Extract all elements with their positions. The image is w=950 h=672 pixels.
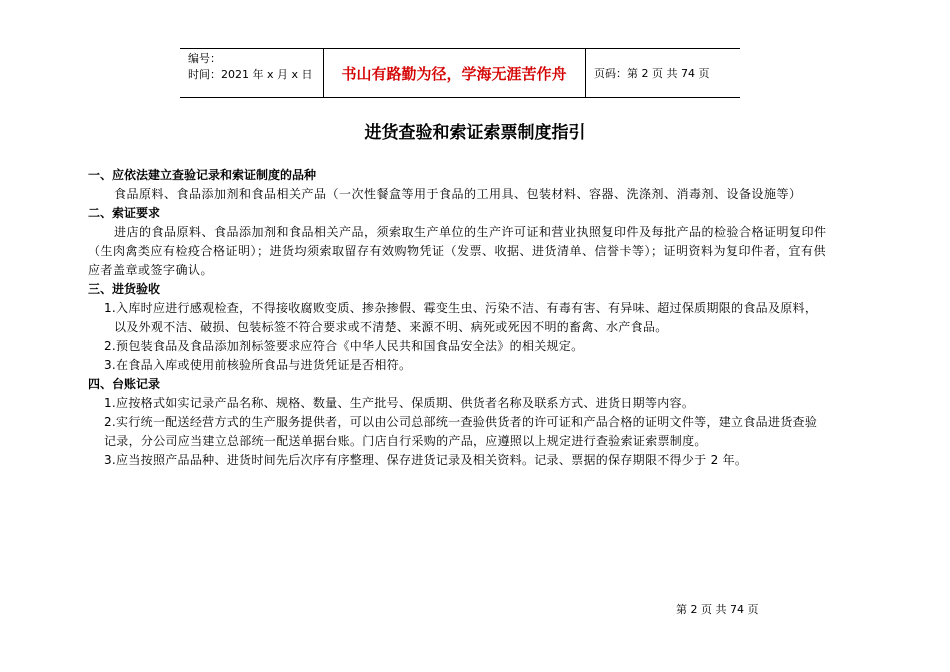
page-header xyxy=(180,48,740,98)
document-body xyxy=(88,166,828,470)
list-item: 2.预包装食品及食品添加剂标签要求应符合《中华人民共和国食品安全法》的相关规定。 xyxy=(104,339,584,353)
section-heading-2: 二、索证要求 xyxy=(88,206,161,220)
page-footer: 第 2 页 共 74 页 xyxy=(676,603,759,616)
section-heading-3: 三、进货验收 xyxy=(88,282,161,296)
section-heading-1: 一、应依法建立查验记录和索证制度的品种 xyxy=(88,168,317,182)
list-item: 3.应当按照产品品种、进货时间先后次序有序整理、保存进货记录及相关资料。记录、票据的保存期限不得少于 2 年。 xyxy=(104,453,748,467)
section-paragraph-1: 食品原料、食品添加剂和食品相关产品（一次性餐盒等用于食品的工用具、包装材料、容器、洗涤剂、消毒剂、设备设施等） xyxy=(114,187,802,201)
list-item: 3.在食品入库或使用前核验所食品与进货凭证是否相符。 xyxy=(104,358,412,372)
section-paragraph-2: 进店的食品原料、食品添加剂和食品相关产品，须索取生产单位的生产许可证和营业执照复印件及每批产品的检验合格证明复印件（生肉禽类应有检疫合格证明）；进货均须索取留存有效购物凭证（发票、收据、进货清单、信誉卡等）；证明资料为复印件者，宜有供应者盖章或签字确认。 xyxy=(88,225,827,277)
header-meta xyxy=(188,51,313,83)
header-page-info: 页码：第 2 页 共 74 页 xyxy=(594,67,710,80)
document-date: 时间：2021 年 x 月 x 日 xyxy=(188,68,313,81)
list-item: 1.入库时应进行感观检查，不得接收腐败变质、掺杂掺假、霉变生虫、污染不洁、有毒有害、有异味、超过保质期限的食品及原料，以及外观不洁、破损、包装标签不符合要求或不清楚、来源不明、病死或死因不明的畜禽、水产食品。 xyxy=(104,301,818,334)
document-number-label: 编号： xyxy=(188,52,221,65)
header-divider xyxy=(323,49,324,97)
section-heading-4: 四、台账记录 xyxy=(88,377,161,391)
list-item: 2.实行统一配送经营方式的生产服务提供者，可以由公司总部统一查验供货者的许可证和产品合格的证明文件等，建立食品进货查验记录，分公司应当建立总部统一配送单据台账。门店自行采购的产品，应遵照以上规定进行查验索证索票制度。 xyxy=(104,415,818,448)
document-title: 进货查验和索证索票制度指引 xyxy=(364,123,586,143)
list-item: 1.应按格式如实记录产品名称、规格、数量、生产批号、保质期、供货者名称及联系方式、进货日期等内容。 xyxy=(104,396,695,410)
header-divider xyxy=(585,49,586,97)
header-slogan: 书山有路勤为径，学海无涯苦作舟 xyxy=(341,64,567,83)
